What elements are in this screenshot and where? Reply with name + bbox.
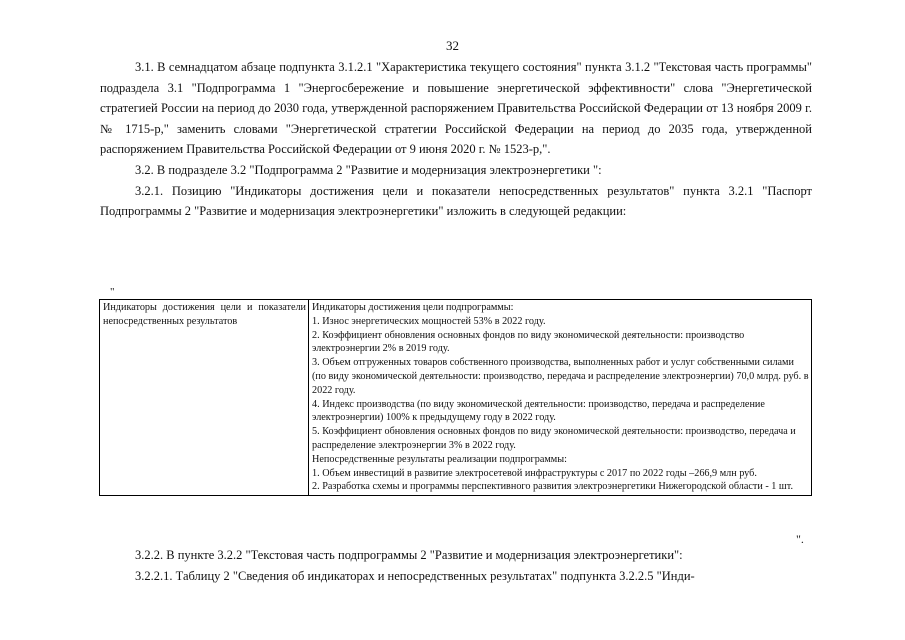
- page-number: 32: [446, 38, 459, 53]
- indicator-values-cell: [309, 300, 812, 496]
- paragraph-3-2-2: 3.2.2. В пункте 3.2.2 "Текстовая часть подпрограммы 2 "Развитие и модернизация электроэнергетики":: [135, 548, 683, 562]
- indicator-line: 3. Объем отгруженных товаров собственного производства, выполненных работ и услуг собственными силами (по виду экономической деятельности: производство, передача и распределение электроэнергии) 70,0 млрд. руб. в 2022 году.: [312, 357, 809, 396]
- indicator-line: 2. Коэффициент обновления основных фондов по виду экономической деятельности: производство электроэнергии 2% в 2019 году.: [312, 329, 745, 355]
- results-heading: Непосредственные результаты реализации подпрограммы:: [312, 453, 567, 465]
- table-row: [100, 300, 812, 496]
- indicator-position-label: Индикаторы достижения цели и показатели непосредственных результатов: [103, 302, 306, 327]
- closing-quote-mark: ".: [796, 532, 804, 546]
- amendment-text-bottom: [100, 545, 812, 586]
- indicator-line: Индикаторы достижения цели подпрограммы:: [312, 302, 514, 313]
- indicator-line: 5. Коэффициент обновления основных фондов по виду экономической деятельности: производство, передача и распределение электроэнергии 3% в 2022 году.: [312, 426, 796, 451]
- paragraph-3-1: 3.1. В семнадцатом абзаце подпункта 3.1.2.1 "Характеристика текущего состояния" пункта 3.1.2 "Текстовая часть программы" подраздела 3.1 "Подпрограмма 1 "Энергосбережение и повышение энергетической эффективности" слова "Энергетической стратегией России на период до 2030 года, утвержденной распоряжением Правительства Российской Федерации от 13 ноября 2009 г. № 1715-р," заменить словами "Энергетической стратегии Российской Федерации на период до 2035 года, утвержденной распоряжением Правительства Российской Федерации от 9 июня 2020 г. № 1523-р,".: [100, 60, 812, 157]
- amendment-text-top: [100, 57, 812, 222]
- indicators-table: [99, 299, 812, 496]
- paragraph-3-2-1: 3.2.1. Позицию "Индикаторы достижения цели и показатели непосредственных результатов" пункта 3.2.1 "Паспорт Подпрограммы 2 "Развитие и модернизация электроэнергетики" изложить в следующей редакции:: [100, 183, 812, 219]
- indicator-position-cell: [100, 300, 309, 496]
- paragraph-3-2-2-1: 3.2.2.1. Таблицу 2 "Сведения об индикаторах и непосредственных результатах" подпункта 3.2.2.5 "Инди-: [135, 568, 695, 583]
- paragraph-3-2: 3.2. В подразделе 3.2 "Подпрограмма 2 "Развитие и модернизация электроэнергетики ":: [135, 162, 602, 177]
- result-line: 1. Объем инвестиций в развитие электросетевой инфраструктуры с 2017 по 2022 годы –266,9 млн руб.: [312, 467, 757, 479]
- opening-quote-mark: ": [110, 286, 115, 298]
- indicator-line: 4. Индекс производства (по виду экономической деятельности: производство, передача и распределение электроэнергии) 100% к предыдущему году в 2022 году.: [312, 398, 765, 424]
- indicator-line: 1. Износ энергетических мощностей 53% в 2022 году.: [312, 315, 546, 327]
- result-line: 2. Разработка схемы и программы перспективного развития электроэнергетики Нижегородской области - 1 шт.: [312, 481, 794, 493]
